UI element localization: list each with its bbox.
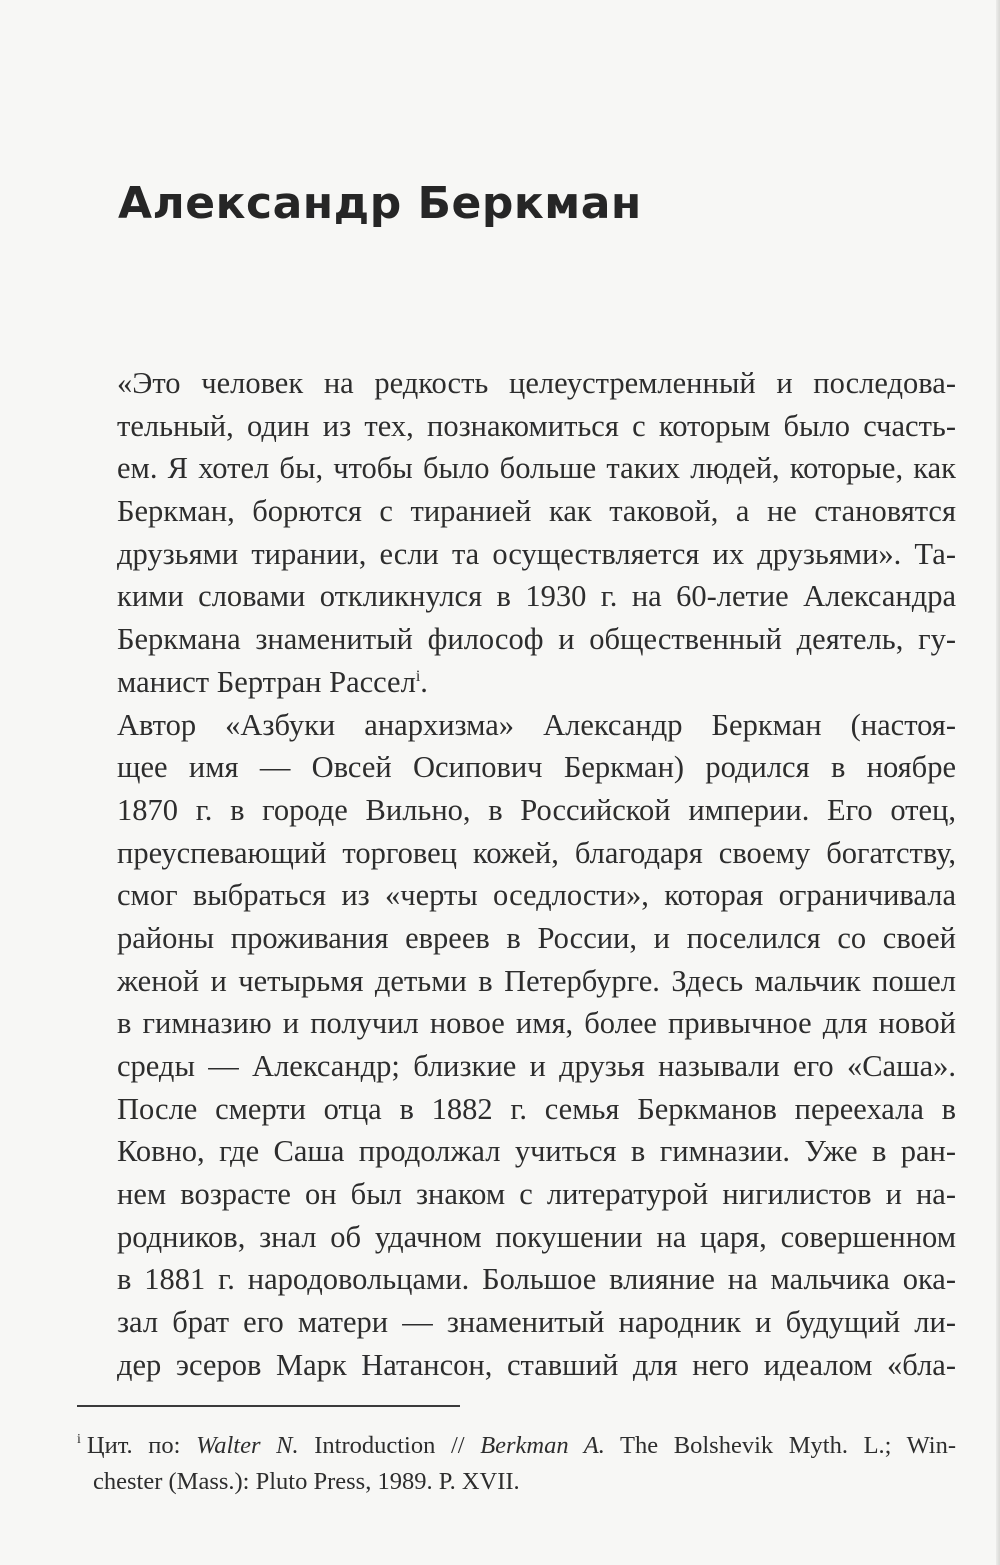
page-edge bbox=[996, 0, 1000, 1565]
footnote-divider bbox=[77, 1405, 460, 1407]
text-line: родников, знал об удачном покушении на царя, совершенном bbox=[117, 1219, 956, 1254]
footnote-prefix: Цит. по: bbox=[86, 1432, 197, 1459]
footnote bbox=[77, 1428, 956, 1500]
text-line: Автор «Азбуки анархизма» Александр Беркман (настоя- bbox=[117, 707, 956, 742]
text-line: «Это человек на редкость целеустремленный и последова- bbox=[117, 366, 956, 400]
text-line: После смерти отца в 1882 г. семья Беркманов переехала в bbox=[117, 1091, 956, 1126]
text-line: преуспевающий торговец кожей, благодаря своему богатству, bbox=[117, 835, 956, 870]
text-fragment: манист Бертран Рассел bbox=[117, 664, 416, 699]
text-line: Беркмана знаменитый философ и общественный деятель, гу- bbox=[117, 622, 956, 657]
text-line: ем. Я хотел бы, чтобы было больше таких людей, которые, как bbox=[117, 451, 956, 486]
text-line: в гимназию и получил новое имя, более привычное для новой bbox=[117, 1006, 956, 1041]
text-line: смог выбраться из «черты оседлости», которая ограничивала bbox=[117, 878, 956, 913]
footnote-line-last: chester (Mass.): Pluto Press, 1989. P. XVII. bbox=[93, 1468, 520, 1495]
footnote-text: The Bolshevik Myth. L.; Win- bbox=[604, 1432, 956, 1459]
text-line: щее имя — Овсей Осипович Беркман) родился в ноябре bbox=[117, 750, 956, 785]
text-line: 1870 г. в городе Вильно, в Российской империи. Его отец, bbox=[117, 792, 956, 827]
footnote-text: Introduction // bbox=[298, 1432, 481, 1459]
text-line: тельный, один из тех, познакомиться с которым было счасть- bbox=[117, 408, 956, 443]
footnote-mark: i bbox=[77, 1432, 81, 1447]
sentence-end: . bbox=[420, 664, 428, 699]
text-line: друзьями тирании, если та осуществляется их друзьями». Та- bbox=[117, 536, 956, 571]
text-line-last bbox=[117, 661, 956, 704]
text-line: среды — Александр; близкие и друзья называли его «Саша». bbox=[117, 1049, 956, 1083]
text-line: зал брат его матери — знаменитый народник и будущий ли- bbox=[117, 1305, 956, 1340]
text-line: районы проживания евреев в России, и поселился со своей bbox=[117, 920, 956, 955]
text-line: Беркман, борются с тиранией как таковой, а не становятся bbox=[117, 494, 956, 529]
chapter-title: Александр Беркман bbox=[118, 178, 642, 229]
text-line: дер эсеров Марк Натансон, ставший для него идеалом «бла- bbox=[117, 1347, 956, 1382]
text-line: Ковно, где Саша продолжал учиться в гимназии. Уже в ран- bbox=[117, 1134, 956, 1169]
footnote-reference[interactable]: i bbox=[415, 667, 421, 685]
text-line: в 1881 г. народовольцами. Большое влияние на мальчика ока- bbox=[117, 1262, 956, 1297]
text-line: кими словами откликнулся в 1930 г. на 60-летие Александра bbox=[117, 579, 956, 614]
footnote-author: Walter N. bbox=[196, 1432, 299, 1459]
body-text bbox=[117, 362, 956, 1387]
text-line: женой и четырьмя детьми в Петербурге. Здесь мальчик пошел bbox=[117, 963, 956, 998]
text-line: нем возрасте он был знаком с литературой нигилистов и на- bbox=[117, 1177, 956, 1212]
footnote-author: Berkman A. bbox=[480, 1432, 605, 1459]
footnote-line bbox=[77, 1428, 956, 1464]
